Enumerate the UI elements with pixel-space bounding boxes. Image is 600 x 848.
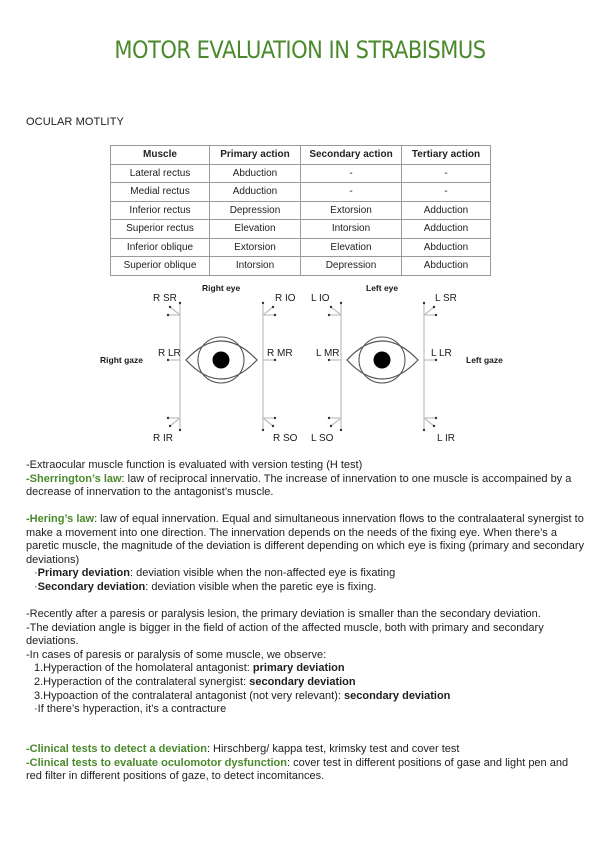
- list-item-text: 3.Hypoaction of the contralateral antagonist (not very relevant):: [34, 689, 345, 702]
- secondary-deviation-item: ·Secondary deviation: deviation visible when the paretic eye is fixing.: [34, 580, 377, 593]
- cell-secondary: Depression: [301, 257, 402, 276]
- list-item-text: 2.Hyperaction of the contralateral synergist:: [34, 675, 250, 688]
- label-l-ir: L IR: [437, 433, 455, 444]
- table-row: [111, 201, 491, 220]
- hering-paragraph: [26, 513, 586, 567]
- cell-tertiary: Adduction: [402, 220, 491, 239]
- label-l-lr: L LR: [431, 348, 452, 359]
- label-r-io: R IO: [275, 293, 296, 304]
- header-primary-action: Primary action: [210, 146, 301, 165]
- cell-tertiary: -: [402, 164, 491, 183]
- cell-primary: Abduction: [210, 164, 301, 183]
- list-item-bold: primary deviation: [252, 662, 345, 675]
- primary-deviation-item: ·Primary deviation: deviation visible when the non-affected eye is fixating: [34, 567, 396, 580]
- recent-paresis-text: -Recently after a paresis or paralysis lesion, the primary deviation is smaller than the secondary deviation.: [26, 608, 541, 620]
- sherrington-term: -Sherrington’s law: [26, 472, 122, 485]
- table-row: [111, 257, 491, 276]
- left-eye-label: Left eye: [366, 283, 399, 293]
- clinical-detect-paragraph: [26, 743, 586, 757]
- list-item: [26, 662, 586, 676]
- cell-tertiary: Abduction: [402, 257, 491, 276]
- hering-text: : law of equal innervation. Equal and simultaneous innervation flows to the contralaateral synergist to make a movement into one direction. The innervation depends on the needs of the fixing eye. When there’s a paretic muscle, the magnitude of the deviation is different depending on which eye is fixing (primary and secondary deviations): [26, 513, 585, 566]
- label-l-sr: L SR: [435, 293, 457, 304]
- cell-tertiary: -: [402, 183, 491, 202]
- cell-tertiary: Abduction: [402, 238, 491, 257]
- paragraph-sherrington: [26, 459, 586, 500]
- clinical-eval-text: : cover test in different positions of gase and light pen and red filter in different positions of gaze, to detect incomitances.: [26, 756, 569, 783]
- muscle-actions-table: [110, 145, 491, 276]
- table-row: [111, 238, 491, 257]
- table-row: [111, 220, 491, 239]
- label-r-so: R SO: [273, 433, 298, 444]
- hering-term: -Hering’s law: [26, 513, 95, 525]
- cell-muscle: Superior rectus: [111, 220, 210, 239]
- header-muscle: Muscle: [111, 146, 210, 165]
- paragraph-paresis: [26, 608, 586, 717]
- clinical-eval-paragraph: [26, 757, 586, 784]
- right-eye-icon: [186, 337, 257, 383]
- label-r-mr: R MR: [267, 348, 293, 359]
- cell-primary: Depression: [210, 201, 301, 220]
- list-item-text: 1.Hyperaction of the homolateral antagonist:: [34, 662, 253, 675]
- cell-primary: Intorsion: [210, 257, 301, 276]
- clinical-detect-term: -Clinical tests to detect a deviation: [26, 743, 207, 755]
- cell-secondary: Intorsion: [301, 220, 402, 239]
- cell-secondary: Extorsion: [301, 201, 402, 220]
- cell-muscle: Lateral rectus: [111, 164, 210, 183]
- label-r-ir: R IR: [153, 433, 173, 444]
- cell-muscle: Superior oblique: [111, 257, 210, 276]
- secondary-deviation-term: Secondary deviation: [37, 580, 146, 593]
- secondary-deviation-text: : deviation visible when the paretic eye is fixing.: [145, 580, 377, 593]
- label-l-io: L IO: [311, 293, 330, 304]
- paragraph-clinical-tests: [26, 743, 586, 784]
- version-testing-text: -Extraocular muscle function is evaluated with version testing (H test): [26, 459, 363, 471]
- eye-muscle-diagram: [0, 280, 600, 450]
- list-item: [26, 690, 586, 704]
- label-l-so: L SO: [311, 433, 334, 444]
- left-eye-icon: [347, 337, 418, 383]
- cell-secondary: Elevation: [301, 238, 402, 257]
- sherrington-paragraph: [26, 473, 586, 500]
- cases-intro-text: -In cases of paresis or paralysis of some muscle, we observe:: [26, 648, 327, 661]
- list-item: [26, 676, 586, 690]
- section-heading: OCULAR MOTLITY: [26, 116, 124, 128]
- header-secondary-action: Secondary action: [301, 146, 402, 165]
- primary-deviation-text: : deviation visible when the non-affected eye is fixating: [130, 567, 396, 580]
- document-title: MOTOR EVALUATION IN STRABISMUS: [114, 36, 486, 64]
- cell-primary: Extorsion: [210, 238, 301, 257]
- label-r-sr: R SR: [153, 293, 177, 304]
- list-item-bold: secondary deviation: [249, 675, 356, 688]
- primary-deviation-term: Primary deviation: [37, 567, 130, 580]
- cell-secondary: -: [301, 183, 402, 202]
- clinical-detect-text: : Hirschberg/ kappa test, krimsky test and cover test: [206, 743, 460, 755]
- left-gaze-label: Left gaze: [466, 355, 503, 365]
- list-item-bold: secondary deviation: [344, 689, 451, 702]
- deviation-angle-text: -The deviation angle is bigger in the field of action of the affected muscle, both with primary and secondary deviations.: [26, 621, 544, 648]
- cell-tertiary: Adduction: [402, 201, 491, 220]
- cell-secondary: -: [301, 164, 402, 183]
- clinical-eval-term: -Clinical tests to evaluate oculomotor dysfunction: [26, 756, 287, 769]
- contracture-note: ·If there’s hyperaction, it’s a contracture: [34, 703, 227, 716]
- right-gaze-label: Right gaze: [100, 355, 143, 365]
- table-row: [111, 183, 491, 202]
- cell-muscle: Inferior oblique: [111, 238, 210, 257]
- paragraph-hering: [26, 513, 586, 595]
- table-header-row: [111, 146, 491, 165]
- right-eye-label: Right eye: [202, 283, 241, 293]
- cell-primary: Adduction: [210, 183, 301, 202]
- label-l-mr: L MR: [316, 348, 340, 359]
- sherrington-text: : law of reciprocal innervatio. The increase of innervation to one muscle is accompained by a decrease of innervation to the antagonist’s muscle.: [26, 472, 572, 499]
- cell-primary: Elevation: [210, 220, 301, 239]
- label-r-lr: R LR: [158, 348, 181, 359]
- cell-muscle: Inferior rectus: [111, 201, 210, 220]
- cell-muscle: Medial rectus: [111, 183, 210, 202]
- header-tertiary-action: Tertiary action: [402, 146, 491, 165]
- table-row: [111, 164, 491, 183]
